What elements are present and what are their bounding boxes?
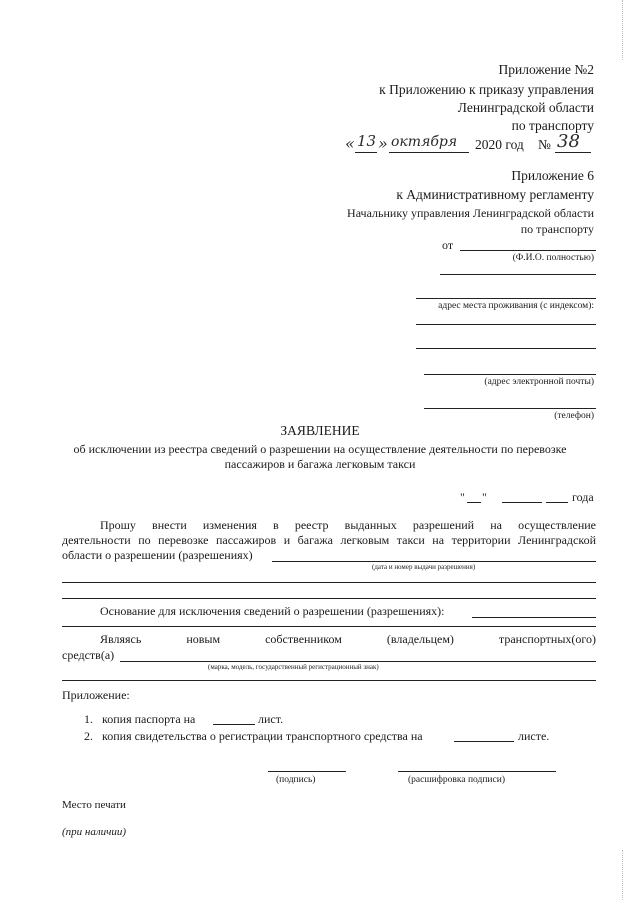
signature-caption: (подпись) (276, 775, 316, 785)
from-label: от (442, 238, 454, 252)
request-line-2: деятельности по перевозке пассажиров и багажа легковым такси на территории Ленинградской (62, 533, 596, 547)
attachment-1-unit: лист. (258, 712, 284, 726)
basis-field-line2[interactable] (62, 626, 596, 627)
phone-field[interactable] (424, 408, 596, 409)
attachment-1-text: копия паспорта на (102, 712, 196, 726)
vehicle-field-line2[interactable] (62, 680, 596, 681)
date-quote-open: « (345, 134, 355, 153)
request-line-1: Прошу внести изменения в реестр выданных разрешений на осуществление (100, 518, 596, 532)
fio-field-line2[interactable] (440, 274, 596, 275)
signature-decode-field[interactable] (398, 771, 556, 772)
date-year: 2020 год (475, 137, 524, 152)
owner-line-2: средств(а) (62, 648, 115, 662)
app-date-quote-close: " (482, 490, 487, 504)
vehicle-caption: (марка, модель, государственный регистрационный знак) (208, 663, 379, 671)
permit-field[interactable] (272, 561, 596, 562)
document-title: ЗАЯВЛЕНИЕ (280, 423, 360, 438)
header-appendix-2: Приложение №2 (498, 62, 594, 77)
permit-field-line2[interactable] (62, 582, 596, 583)
from-name-field[interactable] (460, 250, 596, 251)
stamp-if-any: (при наличии) (62, 826, 127, 838)
address-field-line1[interactable] (416, 298, 596, 299)
vehicle-field[interactable] (120, 661, 596, 662)
registration-sheets-field[interactable] (454, 741, 514, 742)
email-field[interactable] (424, 374, 596, 375)
app-date-day-field[interactable] (467, 502, 481, 503)
owner-line-1: Являясь новым собственником (владельцем) транспортных(ого) (100, 632, 596, 646)
document-subtitle-1: об исключении из реестра сведений о разрешении на осуществление деятельности по перевозке (73, 442, 567, 456)
app-date-month-field[interactable] (502, 502, 542, 503)
header-region: Ленинградской области (457, 100, 594, 115)
permit-caption: (дата и номер выдачи разрешения) (372, 563, 476, 571)
attachment-2-unit: листе. (518, 729, 550, 743)
request-line-3: области о разрешении (разрешениях) (62, 548, 253, 562)
address-caption: адрес места проживания (с индексом): (438, 301, 594, 311)
appendix-6-regulation: к Административному регламенту (396, 187, 594, 202)
address-field-line3[interactable] (416, 348, 596, 349)
basis-label: Основание для исключения сведений о разрешении (разрешениях): (100, 604, 445, 618)
passport-sheets-field[interactable] (213, 724, 255, 725)
app-date-quote-open: " (460, 490, 465, 504)
date-month-underline (389, 152, 469, 153)
addressee-line2: по транспорту (520, 222, 594, 236)
header-transport: по транспорту (511, 118, 594, 133)
order-number-label: № (538, 137, 551, 152)
order-number-underline (555, 152, 591, 153)
date-quote-close: » (378, 134, 388, 153)
attachment-2-number: 2. (84, 729, 93, 743)
date-month: октября (391, 134, 458, 150)
scan-edge-mark (622, 0, 624, 60)
attachments-heading: Приложение: (62, 688, 130, 702)
stamp-place: Место печати (62, 799, 126, 811)
appendix-6: Приложение 6 (511, 168, 594, 183)
order-number: 38 (557, 131, 580, 152)
addressee-line1: Начальнику управления Ленинградской области (347, 206, 594, 220)
app-date-year-field[interactable] (546, 502, 568, 503)
address-field-line2[interactable] (416, 324, 596, 325)
fio-caption: (Ф.И.О. полностью) (512, 253, 594, 263)
email-caption: (адрес электронной почты) (484, 377, 594, 387)
signature-field[interactable] (268, 771, 346, 772)
app-date-year-word: года (572, 490, 594, 504)
attachment-2-text: копия свидетельства о регистрации транспортного средства на (102, 729, 423, 743)
document-subtitle-2: пассажиров и багажа легковым такси (224, 457, 416, 471)
permit-field-line3[interactable] (62, 598, 596, 599)
signature-decode-caption: (расшифровка подписи) (408, 775, 505, 785)
phone-caption: (телефон) (554, 411, 594, 421)
date-day-underline (355, 152, 377, 153)
order-date-line (345, 131, 595, 156)
attachment-1-number: 1. (84, 712, 93, 726)
basis-field[interactable] (472, 617, 596, 618)
date-day: 13 (357, 132, 377, 150)
scan-edge-mark (622, 850, 624, 900)
header-order-ref: к Приложению к приказу управления (379, 82, 594, 97)
